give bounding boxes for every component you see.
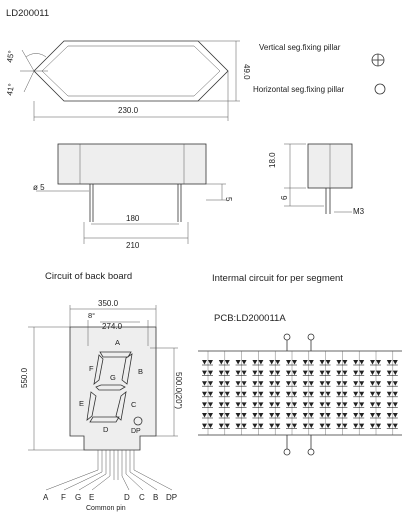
led-diode-icon [292, 392, 297, 397]
led-diode-icon [225, 424, 230, 429]
slant-angle-label: 8° [88, 311, 96, 320]
pin-d-label: D [124, 493, 130, 502]
led-diode-icon [393, 402, 398, 407]
width-label: 230.0 [118, 106, 139, 115]
terminal-top-1 [284, 334, 290, 340]
legend-horizontal-label: Horizontal seg.fixing pillar [253, 85, 345, 94]
board-width-label: 350.0 [98, 299, 119, 308]
led-diode-icon [236, 360, 241, 365]
led-diode-icon [219, 424, 224, 429]
digit-width-label: 274.0 [102, 322, 123, 331]
terminal-bottom-1 [284, 449, 290, 455]
pin-b-label: B [153, 493, 159, 502]
led-diode-icon [219, 360, 224, 365]
led-diode-icon [286, 402, 291, 407]
led-diode-icon [236, 402, 241, 407]
led-diode-icon [353, 371, 358, 376]
led-diode-icon [309, 360, 314, 365]
led-diode-icon [275, 371, 280, 376]
led-diode-icon [336, 392, 341, 397]
pin-diameter-label: ø 5 [33, 183, 45, 192]
led-diode-icon [326, 360, 331, 365]
led-diode-icon [303, 424, 308, 429]
seg-a-label: A [115, 338, 121, 347]
led-diode-icon [208, 381, 213, 386]
led-diode-icon [202, 392, 207, 397]
led-diode-icon [219, 381, 224, 386]
led-diode-icon [353, 360, 358, 365]
segment-outline-inner [42, 46, 220, 96]
terminal-bottom-2 [308, 449, 314, 455]
seg-g-label: G [110, 373, 116, 382]
end-pin-label: 6 [280, 195, 289, 200]
led-diode-icon [342, 424, 347, 429]
led-diode-icon [336, 360, 341, 365]
led-diode-icon [208, 402, 213, 407]
total-width-label: 210 [126, 241, 140, 250]
led-diode-icon [320, 402, 325, 407]
led-diode-icon [342, 413, 347, 418]
led-diode-icon [359, 392, 364, 397]
back-board-title: Circuit of back board [45, 271, 133, 282]
led-diode-icon [309, 392, 314, 397]
led-diode-icon [353, 402, 358, 407]
led-diode-icon [236, 413, 241, 418]
led-diode-icon [370, 381, 375, 386]
led-diode-icon [393, 424, 398, 429]
led-diode-icon [236, 424, 241, 429]
led-diode-icon [269, 360, 274, 365]
led-diode-icon [269, 392, 274, 397]
led-diode-icon [370, 402, 375, 407]
led-diode-icon [225, 381, 230, 386]
led-diode-icon [269, 402, 274, 407]
led-diode-icon [359, 371, 364, 376]
led-diode-icon [370, 371, 375, 376]
led-diode-icon [359, 413, 364, 418]
seg-f-label: F [89, 364, 94, 373]
led-diode-icon [387, 381, 392, 386]
led-diode-icon [252, 381, 257, 386]
led-diode-icon [320, 381, 325, 386]
led-diode-icon [336, 371, 341, 376]
height-label: 49.0 [242, 64, 251, 80]
led-diode-icon [225, 371, 230, 376]
pin-f-label: F [61, 493, 66, 502]
led-diode-icon [326, 381, 331, 386]
led-diode-icon [286, 371, 291, 376]
board-height-label: 550.0 [20, 367, 29, 388]
led-diode-icon [252, 392, 257, 397]
led-diode-icon [242, 381, 247, 386]
pin-e-label: E [89, 493, 95, 502]
led-diode-icon [303, 381, 308, 386]
led-diode-icon [286, 360, 291, 365]
led-diode-icon [269, 381, 274, 386]
led-diode-icon [208, 371, 213, 376]
led-diode-icon [286, 392, 291, 397]
led-diode-icon [376, 413, 381, 418]
led-diode-icon [292, 402, 297, 407]
led-diode-icon [370, 360, 375, 365]
led-diode-icon [393, 392, 398, 397]
led-diode-icon [387, 371, 392, 376]
led-diode-icon [275, 392, 280, 397]
segment-outline-outer [34, 41, 228, 101]
led-diode-icon [326, 424, 331, 429]
led-diode-icon [376, 392, 381, 397]
led-diode-icon [292, 371, 297, 376]
led-diode-icon [353, 413, 358, 418]
led-diode-icon [286, 381, 291, 386]
led-diode-icon [309, 413, 314, 418]
seg-dp-label: DP [131, 428, 141, 435]
led-diode-icon [353, 392, 358, 397]
led-diode-icon [326, 392, 331, 397]
led-diode-icon [242, 413, 247, 418]
led-diode-icon [236, 392, 241, 397]
pin-length-label: 5 [224, 197, 233, 202]
led-diode-icon [252, 371, 257, 376]
led-diode-icon [275, 402, 280, 407]
led-diode-icon [275, 381, 280, 386]
led-diode-icon [336, 413, 341, 418]
led-diode-icon [336, 381, 341, 386]
led-diode-icon [359, 424, 364, 429]
end-view [268, 144, 365, 216]
led-diode-icon [370, 392, 375, 397]
led-diode-icon [258, 424, 263, 429]
led-diode-icon [252, 402, 257, 407]
led-diode-icon [342, 392, 347, 397]
seg-c-label: C [131, 400, 137, 409]
led-diode-icon [242, 371, 247, 376]
led-diode-icon [320, 392, 325, 397]
led-diode-icon [225, 402, 230, 407]
led-diode-icon [387, 413, 392, 418]
pin-c-label: C [139, 493, 145, 502]
led-diode-icon [353, 424, 358, 429]
led-diode-icon [258, 381, 263, 386]
led-diode-icon [387, 392, 392, 397]
angle-top-label: 45° [5, 49, 17, 64]
led-diode-icon [236, 381, 241, 386]
led-diode-icon [359, 360, 364, 365]
led-diode-icon [258, 413, 263, 418]
led-diode-icon [376, 402, 381, 407]
led-diode-icon [275, 360, 280, 365]
led-diode-icon [303, 360, 308, 365]
led-diode-icon [225, 360, 230, 365]
led-diode-icon [393, 371, 398, 376]
led-diode-icon [219, 413, 224, 418]
terminal-top-2 [308, 334, 314, 340]
led-diode-icon [320, 413, 325, 418]
digit-height-label: 500.0(20") [174, 372, 183, 410]
led-diode-icon [376, 360, 381, 365]
pin-g-label: G [75, 493, 82, 502]
led-diode-icon [258, 371, 263, 376]
led-diode-icon [225, 392, 230, 397]
led-diode-icon [292, 360, 297, 365]
seg-b-label: B [138, 367, 144, 376]
model-label: LD200011 [6, 8, 50, 19]
led-diode-icon [292, 424, 297, 429]
led-diode-icon [202, 424, 207, 429]
led-diode-icon [303, 371, 308, 376]
led-diode-icon [202, 371, 207, 376]
led-diode-icon [269, 424, 274, 429]
led-diode-icon [275, 413, 280, 418]
led-diode-icon [359, 381, 364, 386]
led-diode-icon [258, 402, 263, 407]
led-diode-icon [303, 392, 308, 397]
led-diode-icon [376, 371, 381, 376]
seg-e-label: E [79, 399, 85, 408]
internal-circuit-title: Intermal circuit for per segment [212, 273, 343, 284]
led-diode-icon [309, 402, 314, 407]
horizontal-pillar-icon [375, 84, 385, 94]
common-pin-label: Common pin [86, 505, 126, 512]
led-diode-icon [208, 413, 213, 418]
led-diode-icon [202, 402, 207, 407]
led-diode-icon [393, 360, 398, 365]
led-diode-icon [303, 402, 308, 407]
led-diode-icon [286, 424, 291, 429]
led-diode-icon [370, 413, 375, 418]
led-diode-icon [292, 413, 297, 418]
lead-wires [46, 450, 172, 490]
led-diode-icon [326, 413, 331, 418]
led-diode-icon [202, 360, 207, 365]
legend-vertical-label: Vertical seg.fixing pillar [259, 43, 341, 52]
led-diode-icon [208, 424, 213, 429]
led-diode-icon [342, 371, 347, 376]
led-diode-icon [387, 402, 392, 407]
led-diode-icon [387, 360, 392, 365]
led-diode-icon [292, 381, 297, 386]
led-diode-icon [326, 402, 331, 407]
led-diode-icon [376, 424, 381, 429]
pin-a-label: A [43, 493, 49, 502]
led-diode-icon [208, 360, 213, 365]
led-diode-icon [252, 360, 257, 365]
top-view [5, 41, 251, 121]
angle-bottom-label: 41° [5, 82, 17, 97]
led-diode-icon [242, 402, 247, 407]
led-diode-icon [320, 424, 325, 429]
led-diode-icon [342, 381, 347, 386]
led-diode-icon [225, 413, 230, 418]
led-diode-icon [309, 424, 314, 429]
led-diode-icon [342, 402, 347, 407]
led-diode-icon [303, 413, 308, 418]
led-diode-icon [252, 424, 257, 429]
led-diode-icon [242, 424, 247, 429]
led-diode-icon [336, 424, 341, 429]
legend [253, 43, 385, 94]
led-diode-icon [208, 392, 213, 397]
pin-dp-label: DP [166, 493, 178, 502]
led-diode-icon [353, 381, 358, 386]
led-diode-icon [342, 360, 347, 365]
led-diode-icon [320, 371, 325, 376]
led-diode-icon [202, 381, 207, 386]
led-diode-icon [309, 381, 314, 386]
led-diode-icon [336, 402, 341, 407]
led-diode-icon [242, 360, 247, 365]
led-diode-icon [269, 371, 274, 376]
led-diode-icon [370, 424, 375, 429]
led-diode-icon [275, 424, 280, 429]
led-diode-icon [252, 413, 257, 418]
end-height-label: 18.0 [268, 152, 277, 168]
led-diode-icon [269, 413, 274, 418]
led-diode-icon [326, 371, 331, 376]
led-diode-icon [359, 402, 364, 407]
led-diode-icon [202, 413, 207, 418]
led-diode-icon [219, 402, 224, 407]
thread-label: M3 [353, 207, 365, 216]
led-diode-icon [236, 371, 241, 376]
led-diode-icon [387, 424, 392, 429]
led-diode-icon [376, 381, 381, 386]
led-diode-icon [393, 381, 398, 386]
led-diode-icon [219, 392, 224, 397]
led-diode-icon [393, 413, 398, 418]
seg-d-label: D [103, 425, 109, 434]
led-diode-icon [309, 371, 314, 376]
pcb-label: PCB:LD200011A [214, 313, 286, 324]
led-diode-icon [320, 360, 325, 365]
back-board [20, 299, 183, 512]
led-array-circuit [198, 334, 402, 455]
led-diode-icon [258, 392, 263, 397]
pin-spacing-label: 180 [126, 214, 140, 223]
led-diode-icon [286, 413, 291, 418]
back-board-outline [70, 327, 156, 450]
side-view [33, 144, 233, 250]
led-diode-icon [242, 392, 247, 397]
led-diode-icon [219, 371, 224, 376]
led-diode-icon [258, 360, 263, 365]
